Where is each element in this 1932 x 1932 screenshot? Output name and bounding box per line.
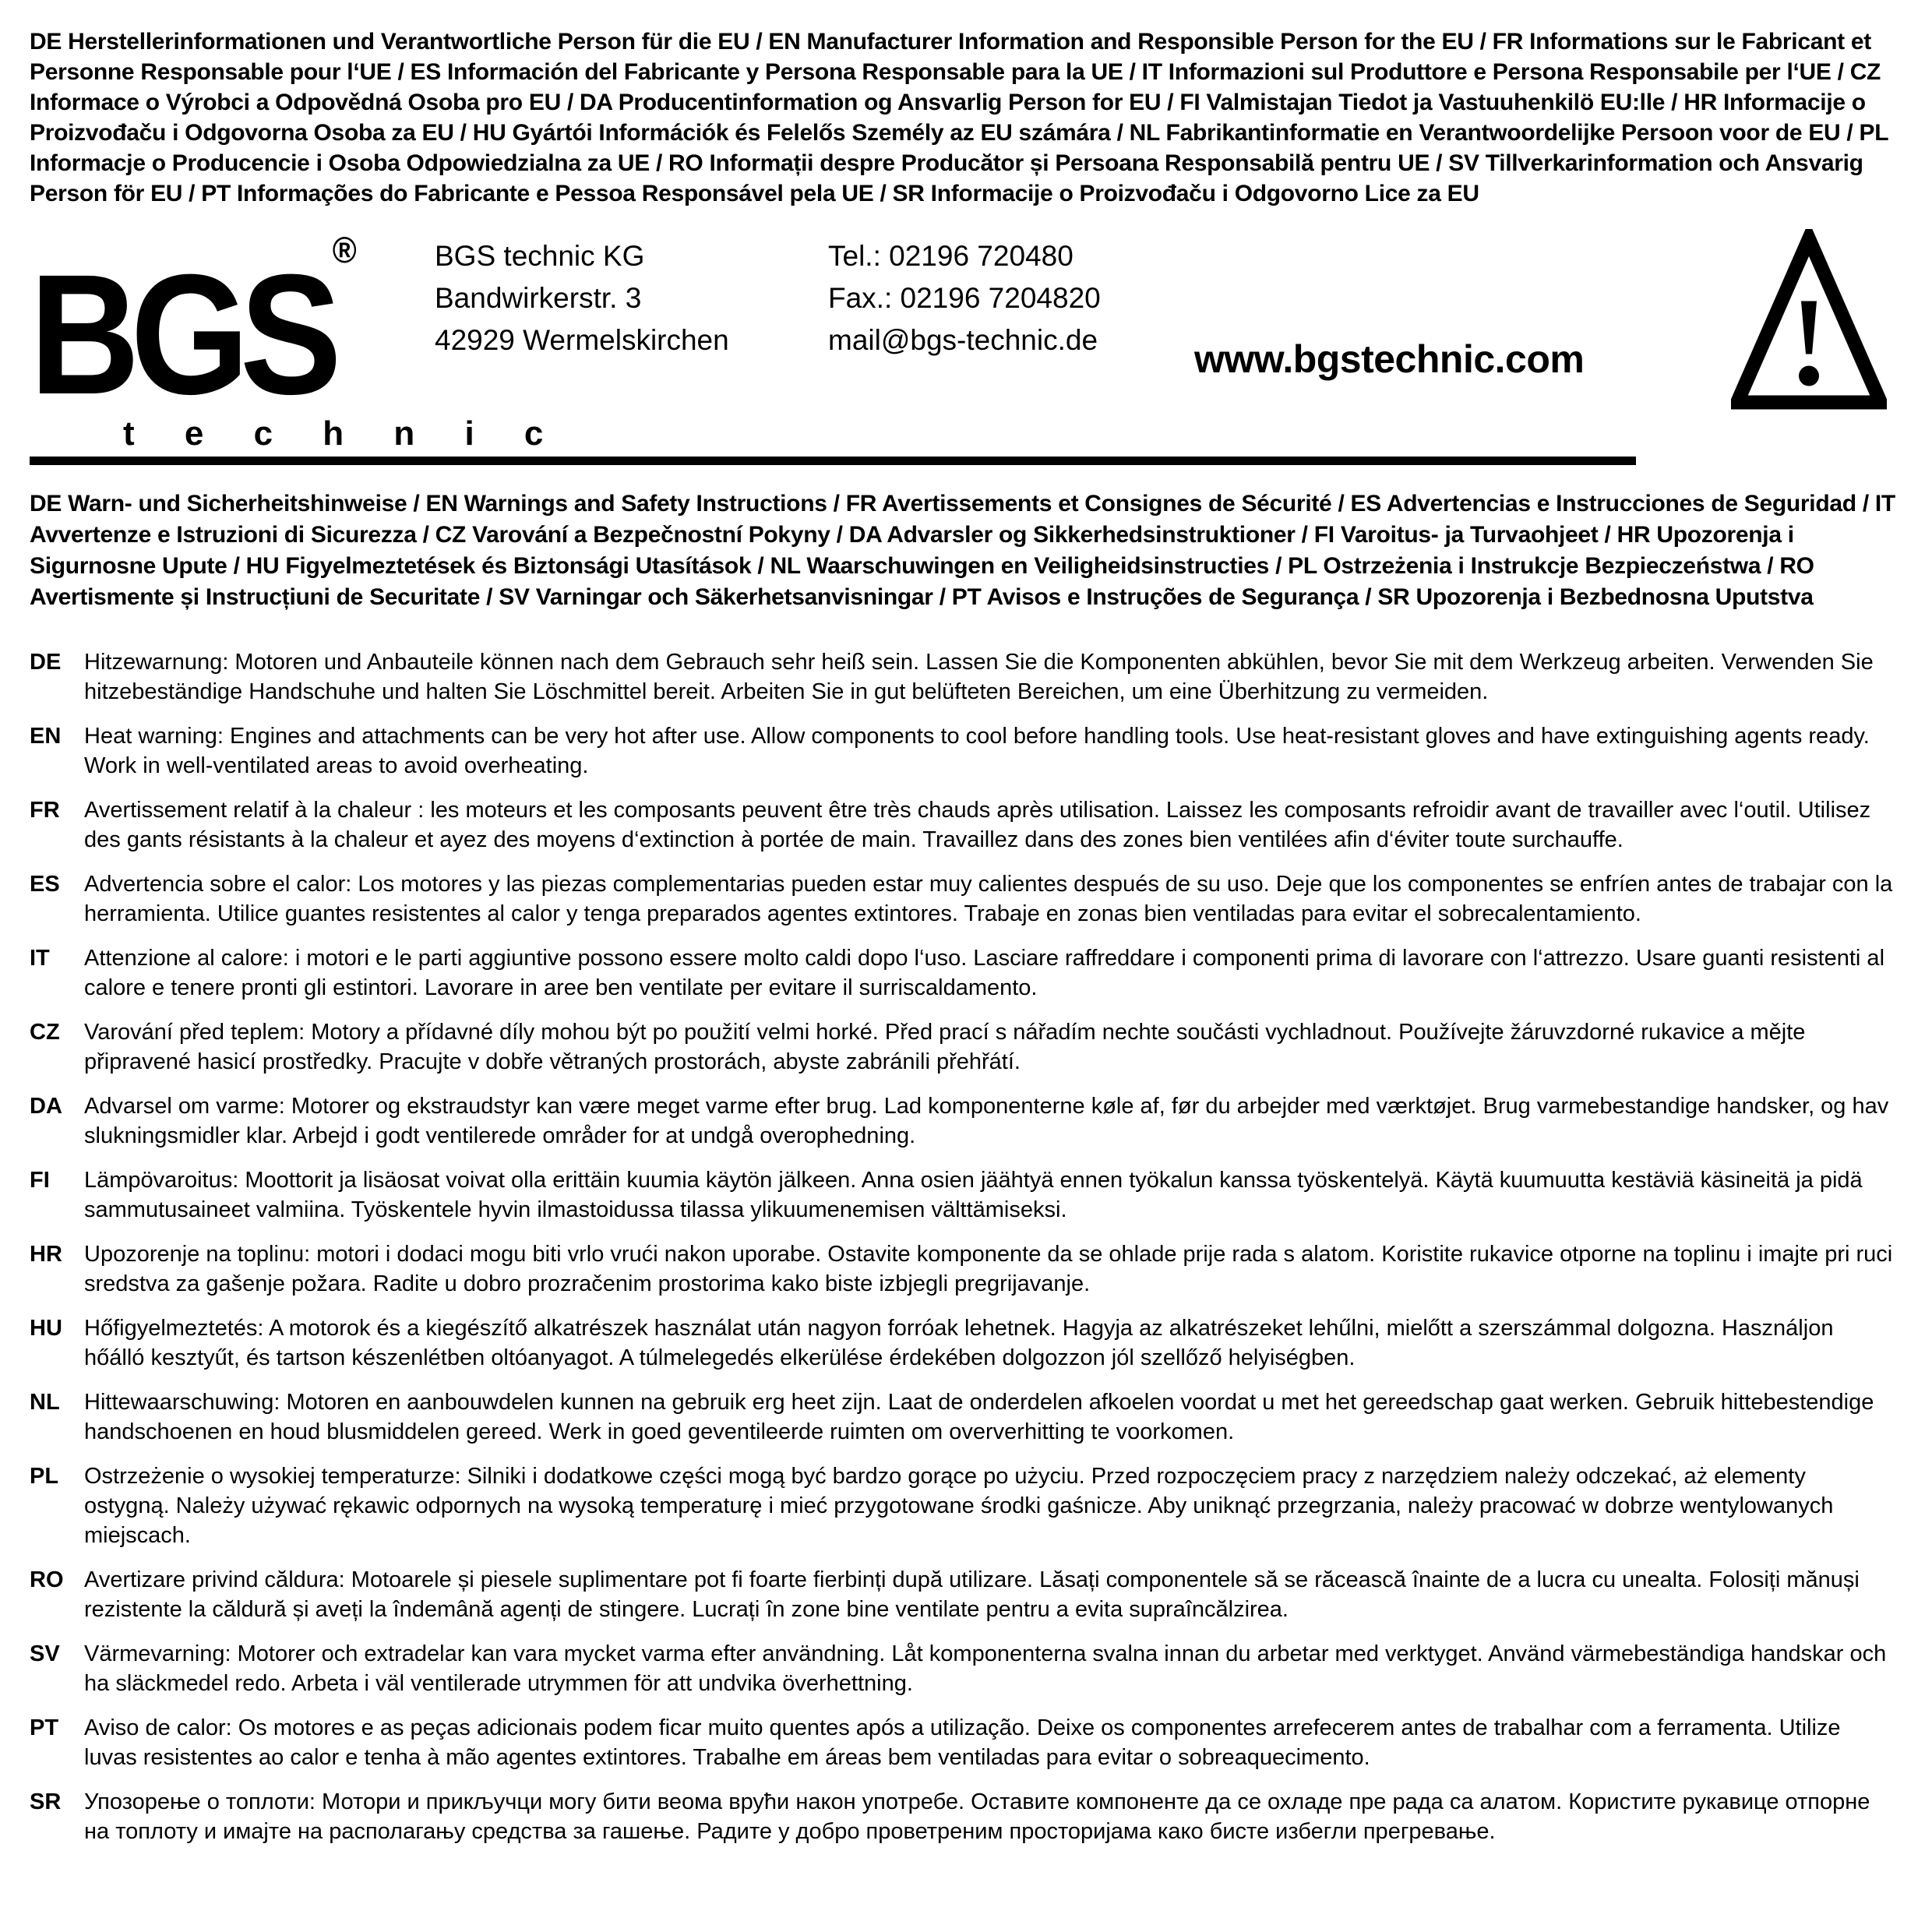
warning-row bbox=[30, 1387, 1901, 1447]
language-code: NL bbox=[30, 1390, 60, 1415]
warning-text: Attenzione al calore: i motori e le parti aggiuntive possono essere molto caldi dopo l‘uso. Lasciare raffreddare i componenti prima di lavorare con l‘attrezzo. Usare guanti resistenti al calore e tenere pronti gli estintori. Lavorare in aree ben ventilate per evitare il surriscaldamento. bbox=[84, 946, 1885, 1000]
bgs-logo-wordmark bbox=[30, 229, 435, 430]
warning-row bbox=[30, 1713, 1901, 1772]
warning-text: Aviso de calor: Os motores e as peças adicionais podem ficar muito quentes após a utilização. Deixe os componentes arrefecerem antes de trabalhar com a ferramenta. Utilize luvas resistentes ao calor e tenha à mão agentes extintores. Trabalhe em áreas bem ventiladas para evitar o sobreaquecimento. bbox=[84, 1715, 1841, 1770]
warning-row bbox=[30, 1565, 1901, 1624]
warning-text: Hittewaarschuwing: Motoren en aanbouwdelen kunnen na gebruik erg heet zijn. Laat de onderdelen afkoelen voordat u met het gereedschap gaat werken. Gebruik hittebestendige handschoenen en houd blusmiddelen gereed. Werk in goed geventileerde ruimten om oververhitting te voorkomen. bbox=[84, 1390, 1874, 1444]
warning-text: Lämpövaroitus: Moottorit ja lisäosat voivat olla erittäin kuumia käytön jälkeen. Anna osien jäähtyä ennen työkalun kanssa työskentelyä. Käytä kuumuutta kestäviä käsineitä ja pidä sammutusaineet valmiina. Työskentele hyvin ilmastoidussa tilassa ylikuumenemisen välttämiseksi. bbox=[84, 1168, 1863, 1222]
company-name: BGS technic KG bbox=[435, 240, 645, 272]
language-code: CZ bbox=[30, 1020, 60, 1045]
warning-row bbox=[30, 1639, 1901, 1698]
warning-text: Avertizare privind căldura: Motoarele și piesele suplimentare pot fi foarte fierbinți după utilizare. Lăsați componentele să se răcească înainte de a lucra cu unealta. Folosiți mănuși rezistente la căldură și aveți la îndemână agenți de stingere. Lucrați în zone bine ventilate pentru a evita supraîncălzirea. bbox=[84, 1567, 1860, 1622]
warning-row bbox=[30, 1165, 1901, 1225]
warning-text: Упозорење о топлоти: Мотори и прикључци могу бити веома врући након употребе. Оставите компоненте да се охладе пре рада са алатом. Користите рукавице отпорне на топлоту и имајте на располагању средства за гашење. Радите у добро проветреним просторијама како бисте избегли прегревање. bbox=[84, 1789, 1870, 1844]
language-code: FR bbox=[30, 798, 60, 823]
warning-row bbox=[30, 1787, 1901, 1846]
bgs-logo-text: BGS bbox=[30, 238, 333, 430]
language-code: HR bbox=[30, 1242, 62, 1267]
company-header-band bbox=[30, 229, 1901, 463]
warning-text: Advarsel om varme: Motorer og ekstraudstyr kan være meget varme efter brug. Lad komponenterne køle af, før du arbejder med værktøjet. Brug varmebestandige handsker, og hav slukningsmidler klar. Arbejd i godt ventilerede områder for at undgå overophedning. bbox=[84, 1094, 1889, 1148]
warnings-list bbox=[30, 647, 1901, 1846]
warning-text: Avertissement relatif à la chaleur : les moteurs et les composants peuvent être très chauds après utilisation. Laissez les composants refroidir avant de travailler avec l‘outil. Utilisez des gants résistants à la chaleur et ayez des moyens d‘extinction à portée de main. Travaillez dans des zones bien ventilées afin d‘éviter toute surchauffe. bbox=[84, 798, 1871, 852]
warning-row bbox=[30, 795, 1901, 855]
language-code: PL bbox=[30, 1464, 59, 1489]
language-code: SV bbox=[30, 1641, 60, 1666]
warning-text: Advertencia sobre el calor: Los motores y las piezas complementarias pueden estar muy calientes después de su uso. Deje que los componentes se enfríen antes de trabajar con la herramienta. Utilice guantes resistentes al calor y tenga preparados agentes extintores. Trabaje en zonas bien ventiladas para evitar el sobrecalentamiento. bbox=[84, 872, 1893, 926]
warning-row bbox=[30, 1091, 1901, 1151]
company-tel: Tel.: 02196 720480 bbox=[828, 240, 1074, 272]
bgs-logo-subtext: t e c h n i c bbox=[123, 414, 564, 453]
language-code: EN bbox=[30, 724, 62, 749]
warning-text: Upozorenje na toplinu: motori i dodaci mogu biti vrlo vrući nakon uporabe. Ostavite komponente da se ohlade prije rada s alatom. Koristite rukavice otporne na toplinu i imajte pri ruci sredstva za gašenje požara. Radite u dobro prozračenim prostorima kako biste izbjegli pregrijavanje. bbox=[84, 1242, 1893, 1296]
company-street: Bandwirkerstr. 3 bbox=[435, 282, 642, 314]
warning-text: Heat warning: Engines and attachments can be very hot after use. Allow components to cool before handling tools. Use heat-resistant gloves and have extinguishing agents ready. Work in well-ventilated areas to avoid overheating. bbox=[84, 724, 1870, 778]
manufacturer-info-heading: DE Herstellerinformationen und Verantwortliche Person für die EU / EN Manufacturer Information and Responsible Person for the EU / FR Informations sur le Fabricant et Personne Responsable pour l‘UE / ES Información del Fabricante y Persona Responsable para la UE / IT Informazioni sul Produttore e Persona Responsabile per l‘UE / CZ Informace o Výrobci a Odpovědná Osoba pro EU / DA Producentinformation og Ansvarlig Person for EU / FI Valmistajan Tiedot ja Vastuuhenkilö EU:lle / HR Informacije o Proizvođaču i Odgovorna Osoba za EU / HU Gyártói Információk és Felelős Személy az EU számára / NL Fabrikantinformatie en Verantwoordelijke Persoon voor de EU / PL Informacje o Producencie i Osoba Odpowiedzialna za UE / RO Informații despre Producător și Persoana Responsabilă pentru UE / SV Tillverkarinformation och Ansvarig Person för EU / PT Informações do Fabricante e Pessoa Responsável pela UE / SR Informacije o Proizvođaču i Odgovorno Lice za EU bbox=[30, 29, 1888, 206]
company-fax: Fax.: 02196 7204820 bbox=[828, 282, 1101, 314]
warning-row bbox=[30, 869, 1901, 929]
language-code: SR bbox=[30, 1789, 62, 1814]
language-code: DA bbox=[30, 1094, 62, 1119]
company-city: 42929 Wermelskirchen bbox=[435, 324, 729, 356]
company-website: www.bgstechnic.com bbox=[1194, 337, 1585, 381]
warning-row bbox=[30, 943, 1901, 1003]
language-code: ES bbox=[30, 872, 60, 897]
warning-triangle-icon bbox=[1731, 229, 1887, 412]
company-address bbox=[435, 229, 828, 361]
warning-text: Värmevarning: Motorer och extradelar kan vara mycket varma efter användning. Låt komponenterna svalna innan du arbetar med verktyget. Använd värmebeständiga handskar och ha släckmedel redo. Arbeta i väl ventilerade utrymmen för att undvika överhettning. bbox=[84, 1641, 1887, 1696]
warning-row bbox=[30, 647, 1901, 707]
warning-row bbox=[30, 1461, 1901, 1550]
language-code: FI bbox=[30, 1168, 50, 1193]
warning-row bbox=[30, 1239, 1901, 1299]
company-email: mail@bgs-technic.de bbox=[828, 324, 1098, 356]
registered-trademark-icon: ® bbox=[332, 229, 357, 271]
language-code: PT bbox=[30, 1715, 59, 1740]
warning-text: Hőfigyelmeztetés: A motorok és a kiegészítő alkatrészek használat után nagyon forróak lehetnek. Hagyja az alkatrészeket lehűlni, mielőtt a szerszámmal dolgozna. Használjon hőálló kesztyűt, és tartson készenlétben oltóanyagot. A túlmelegedés elkerülése érdekében dolgozzon jól szellőző helyiségben. bbox=[84, 1316, 1834, 1370]
warning-row bbox=[30, 721, 1901, 781]
language-code: HU bbox=[30, 1316, 62, 1341]
language-code: DE bbox=[30, 650, 62, 675]
warning-row bbox=[30, 1017, 1901, 1077]
warning-text: Varování před teplem: Motory a přídavné díly mohou být po použití velmi horké. Před prací s nářadím nechte součásti vychladnout. Používejte žáruvzdorné rukavice a mějte připravené hasicí prostředky. Pracujte v dobře větraných prostorách, abyste zabránili přehřátí. bbox=[84, 1020, 1806, 1074]
warning-text: Hitzewarnung: Motoren und Anbauteile können nach dem Gebrauch sehr heiß sein. Lassen Sie die Komponenten abkühlen, bevor Sie mit dem Werkzeug arbeiten. Verwenden Sie hitzebeständige Handschuhe und halten Sie Löschmittel bereit. Arbeiten Sie in gut belüfteten Bereichen, um eine Überhitzung zu vermeiden. bbox=[84, 650, 1874, 704]
language-code: IT bbox=[30, 946, 50, 971]
language-code: RO bbox=[30, 1567, 64, 1592]
warning-row bbox=[30, 1313, 1901, 1373]
warnings-heading: DE Warn- und Sicherheitshinweise / EN Warnings and Safety Instructions / FR Avertissements et Consignes de Sécurité / ES Advertencias e Instrucciones de Seguridad / IT Avvertenze e Istruzioni di Sicurezza / CZ Varování a Bezpečnostní Pokyny / DA Advarsler og Sikkerhedsinstruktioner / FI Varoitus- ja Turvaohjeet / HR Upozorenja i Sigurnosne Upute / HU Figyelmeztetések és Biztonsági Utasítások / NL Waarschuwingen en Veiligheidsinstructies / PL Ostrzeżenia i Instrukcje Bezpieczeństwa / RO Avertismente și Instrucțiuni de Securitate / SV Varningar och Säkerhetsanvisningar / PT Avisos e Instruções de Segurança / SR Upozorenja i Bezbednosna Uputstva bbox=[30, 491, 1895, 610]
warning-text: Ostrzeżenie o wysokiej temperaturze: Silniki i dodatkowe części mogą być bardzo gorące po użyciu. Przed rozpoczęciem pracy z narzędziem należy odczekać, aż elementy ostygną. Należy używać rękawic odpornych na wysoką temperaturę i mieć przygotowane środki gaśnicze. Aby uniknąć przegrzania, należy pracować w dobrze wentylowanych miejscach. bbox=[84, 1464, 1834, 1548]
company-contact bbox=[828, 229, 1194, 361]
company-row bbox=[30, 229, 1901, 453]
